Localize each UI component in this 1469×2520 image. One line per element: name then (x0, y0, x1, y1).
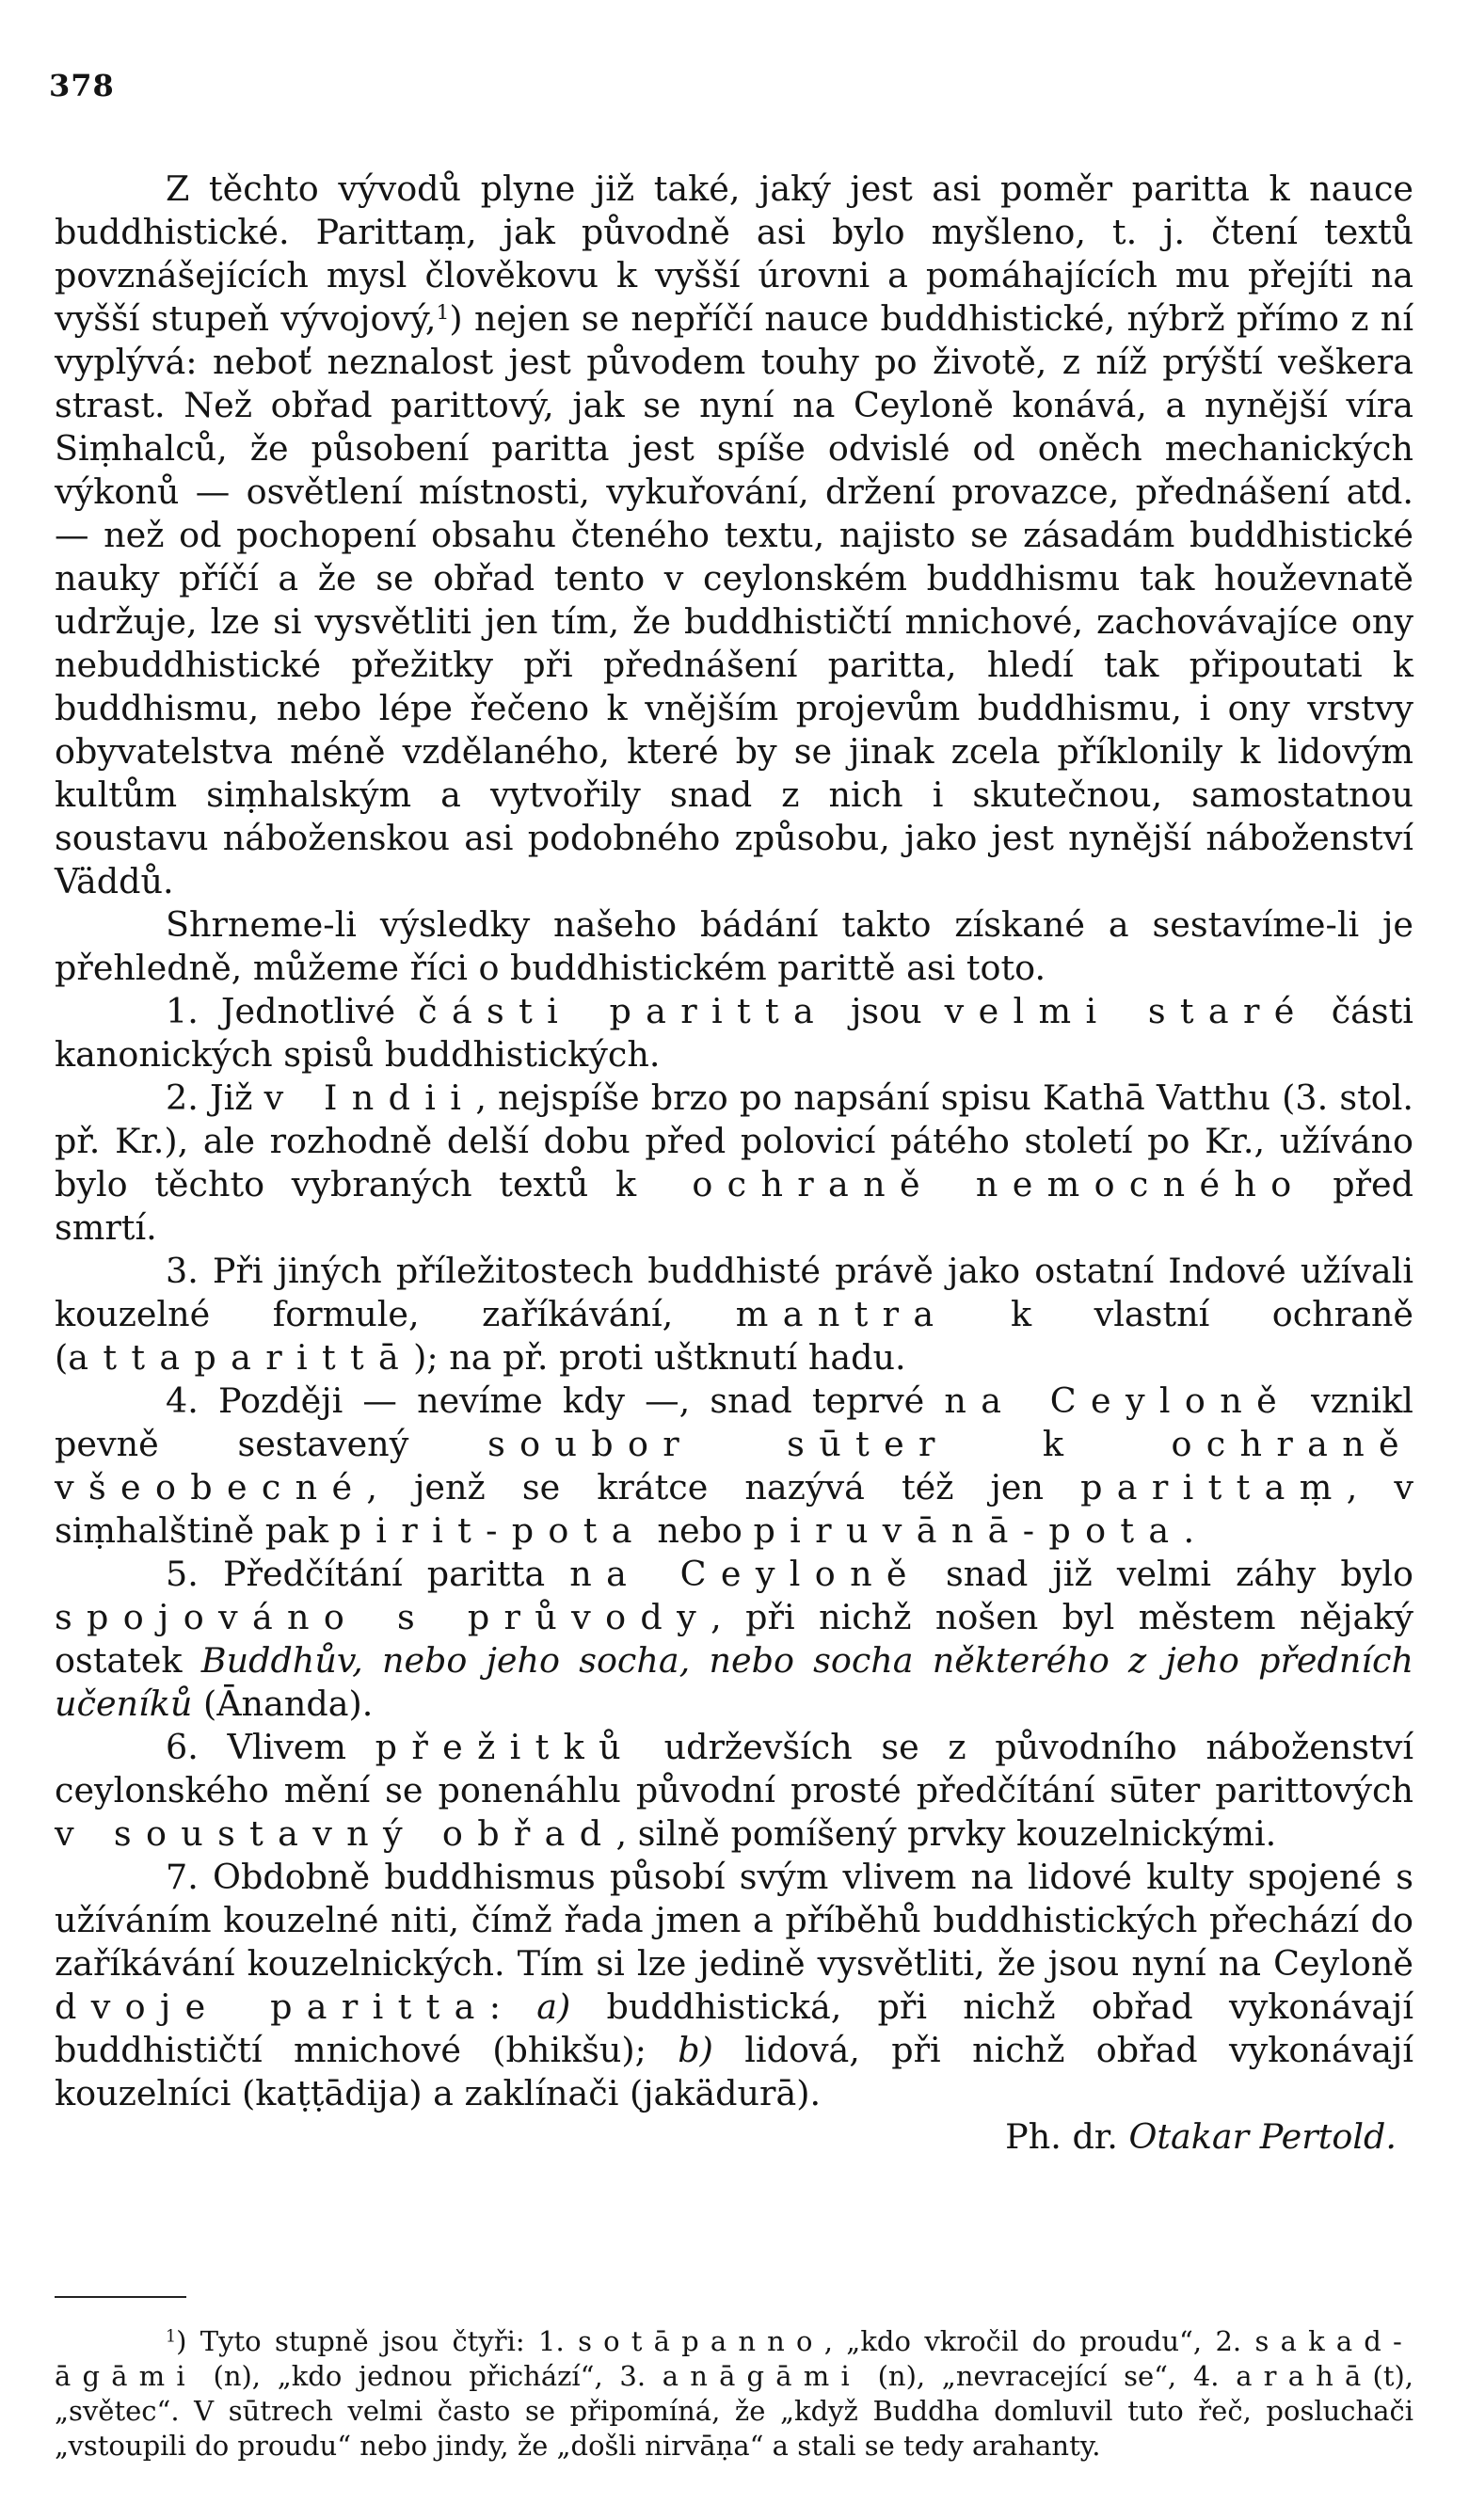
spaced-emphasis: velmi staré (944, 991, 1309, 1031)
footnote-text: ) Tyto stupně jsou čtyři: 1. (176, 2325, 579, 2357)
point-text: , nejspíše brzo po napsání spisu Kathā Vatthu (3. stol. př. Kr.), ale rozhodně delší dobu před polovicí pátého století po Kr., užíváno bylo těchto vybraných textů (55, 1077, 1414, 1204)
point-text: udrževších se z původního náboženství ceylonského mění se ponenáhlu původní prosté předčítání sūter parittových (55, 1727, 1413, 1810)
spaced-emphasis: v soustavný obřad (55, 1813, 616, 1854)
summary-point-2 (55, 1077, 1413, 1250)
spaced-emphasis: attaparittā (68, 1337, 414, 1378)
point-text: ); na př. proti uštknutí hadu. (413, 1337, 906, 1378)
point-text: vznikl pevně sestavený (55, 1380, 1413, 1464)
point-number: 3. (166, 1251, 199, 1291)
spaced-emphasis: pirit-pota (339, 1510, 647, 1551)
spaced-emphasis: k ochraně nemocného (615, 1164, 1306, 1204)
spaced-emphasis: anāgāmi (662, 2360, 861, 2392)
author-title: Ph. dr. (1005, 2116, 1129, 2157)
spaced-emphasis: v Indii (263, 1077, 476, 1118)
spaced-emphasis: sotāpanno (578, 2325, 824, 2357)
point-text: (Ānanda). (192, 1683, 374, 1724)
author-name: Otakar Pertold. (1128, 2116, 1397, 2157)
point-text: části kanonických spisů buddhistických. (55, 991, 1413, 1075)
spaced-emphasis: parittaṃ (1080, 1467, 1347, 1507)
italic-text: Buddhův, nebo jeho socha, nebo socha některého z jeho předních učeníků (55, 1640, 1414, 1724)
point-number: 7. (166, 1857, 199, 1897)
point-text: k vlastní ochraně ( (55, 1294, 1413, 1378)
summary-point-4 (55, 1380, 1413, 1553)
spaced-emphasis: arahā (1236, 2360, 1373, 2392)
summary-point-3 (55, 1250, 1413, 1380)
point-text: lidová, při nichž obřad vykonávají kouzelníci (kaṭṭādija) a zaklínači (jakädurā). (55, 2030, 1413, 2113)
summary-point-1 (55, 990, 1413, 1077)
point-number: 1. (166, 991, 199, 1031)
footnotes (55, 2324, 1413, 2464)
spaced-emphasis: dvoje paritta (55, 1986, 489, 2027)
footnote-mark: 1 (166, 2327, 177, 2347)
point-text: . (1183, 1510, 1195, 1551)
point-text: jsou (828, 991, 945, 1031)
footnote-text: (n), „nevracející se“, 4. (860, 2360, 1237, 2392)
point-text: : (488, 1986, 537, 2027)
footnote-reference[interactable]: 1 (436, 300, 450, 325)
point-text: Obdobně buddhismus působí svým vlivem na lidové kulty spojené s užíváním kouzelné niti, čímž řada jmen a příběhů buddhistických přechází do zaříkávání kouzelnických. Tím si lze jedině vysvětliti, že jsou nyní na Ceyloně (55, 1857, 1413, 1984)
spaced-emphasis: spojováno s průvody (55, 1597, 711, 1637)
point-text: Později — nevíme kdy —, snad teprvé (218, 1380, 945, 1421)
point-text: , silně pomíšený prvky kouzelnickými. (615, 1813, 1277, 1854)
point-text: , při nichž nošen byl městem nějaký ostatek (55, 1597, 1413, 1681)
footnote-separator (55, 2296, 186, 2298)
page-number: 378 (49, 68, 115, 104)
point-text: Předčítání paritta (222, 1554, 570, 1594)
spaced-emphasis: soubor sūter k ochraně všeobecné (55, 1424, 1413, 1507)
main-text (55, 167, 1413, 2159)
spaced-emphasis: piruvānā-pota (753, 1510, 1184, 1551)
italic-text: a) (536, 1986, 571, 2027)
point-text: Vlivem (227, 1727, 375, 1767)
paragraph-1-text-continued: ) nejen se nepříčí nauce buddhistické, nýbrž přímo z ní vyplývá: neboť neznalost jest původem touhy po životě, z níž prýští veškera strast. Než obřad parittový, jak se nyní na Ceyloně konává, a nynější víra Siṃhalců, že působení paritta jest spíše odvislé od oněch mechanických výkonů — osvětlení místnosti, vykuřování, držení provazce, přednášení atd. — než od pochopení obsahu čteného textu, najisto se zásadám buddhistické nauky příčí a že se obřad tento v ceylonském buddhismu tak houževnatě udržuje, lze si vysvětliti jen tím, že buddhističtí mnichové, zachovávajíce ony nebuddhistické přežitky při přednášení paritta, hledí tak připoutati k buddhismu, nebo lépe řečeno k vnějším projevům buddhismu, i ony vrstvy obyvatelstva méně vzdělaného, které by se jinak zcela příklonily k lidovým kultům siṃhalským a vytvořily snad z nich i skutečnou, samostatnou soustavu náboženskou asi podobného způsobu, jako jest nynější náboženství Väddů. (55, 298, 1413, 901)
point-text: nebo (646, 1510, 754, 1551)
spaced-emphasis: části paritta (418, 991, 829, 1031)
footnote-1 (55, 2324, 1413, 2464)
point-text: buddhistická, při nichž obřad vykonávají buddhističtí mnichové (bhikšu); (55, 1986, 1413, 2070)
summary-point-7 (55, 1856, 1413, 2115)
point-text: snad již velmi záhy bylo (920, 1554, 1414, 1594)
spaced-emphasis: na Ceyloně (569, 1554, 921, 1594)
spaced-emphasis: mantra (735, 1294, 949, 1334)
point-text: , jenž se krátce nazývá též jen (366, 1467, 1081, 1507)
point-text: Při jiných příležitostech buddhisté právě jako ostatní Indové užívali kouzelné formule, zaříkávání, (55, 1251, 1413, 1334)
author-signature (55, 2115, 1413, 2159)
paragraph-1-text: Z těchto vývodů plyne již také, jaký jest asi poměr paritta k nauce buddhistické. Parittaṃ, jak původně asi bylo myšleno, t. j. čtení textů povznášejících mysl člověkovu k vyšší úrovni a pomáhajících mu přejíti na vyšší stupeň vývojový, (55, 168, 1413, 339)
footnote-text: (n), „kdo jednou přichází“, 3. (196, 2360, 663, 2392)
point-text: Jednotlivé (220, 991, 419, 1031)
point-text: před smrtí. (55, 1164, 1413, 1248)
point-text: , v siṃhalštině pak (55, 1467, 1413, 1551)
summary-point-6 (55, 1726, 1413, 1856)
paragraph-1 (55, 167, 1413, 903)
paragraph-2: Shrneme-li výsledky našeho bádání takto získané a sestavíme-li je přehledně, můžeme říci o buddhistickém parittě asi toto. (55, 904, 1413, 988)
point-number: 4. (166, 1380, 199, 1421)
spaced-emphasis: přežitků (375, 1727, 635, 1767)
spaced-emphasis: na Ceyloně (944, 1380, 1291, 1421)
point-text: Již (209, 1077, 264, 1118)
point-number: 6. (166, 1727, 199, 1767)
footnote-text: , „kdo vkročil do proudu“, 2. (823, 2325, 1255, 2357)
spaced-emphasis: sakad-āgāmi (55, 2325, 1414, 2392)
point-number: 2. (166, 1077, 199, 1118)
italic-text: b) (678, 2030, 713, 2070)
point-number: 5. (166, 1554, 199, 1594)
footnote-text: (t), „světec“. V sūtrech velmi často se připomíná, že „když Buddha domluvil tuto řeč, posluchači „vstoupili do proudu“ nebo jindy, že „došli nirvāṇa“ a stali se tedy arahanty. (55, 2360, 1413, 2462)
summary-point-5 (55, 1553, 1413, 1726)
